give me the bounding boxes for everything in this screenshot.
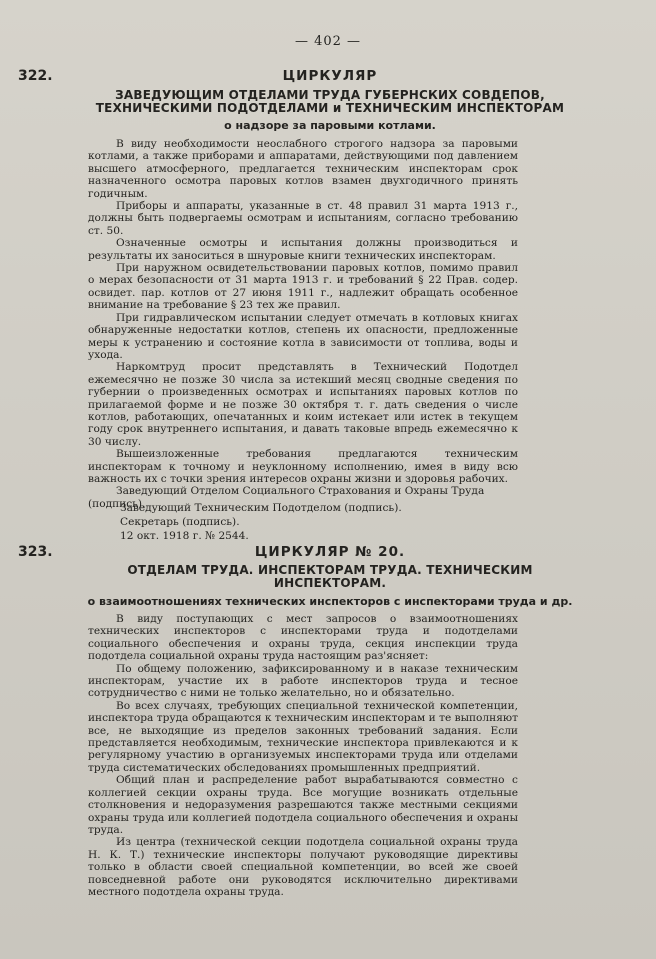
paragraph: Во всех случаях, требующих специальной технической компетенции, инспектора труда обращаются к техническим инспекторам и те выполняют все, не выходящие из пределов законных требований задания. Если представляется необходимым, технические инспектора привлекаются и к регулярному участию в организуемых инспекторами труда или отделами труда систематических обследованиях промышленных предприятий. bbox=[88, 699, 518, 774]
document-number-322: 322. bbox=[18, 68, 53, 84]
page-number: — 402 — bbox=[294, 34, 362, 49]
paragraph: По общему положению, зафиксированному и в наказе техническим инспекторам, участие их в работе инспекторов труда и тесное сотрудничество с ними не только желательно, но и обязательно. bbox=[88, 662, 518, 700]
signature-secretary: Секретарь (подпись). bbox=[120, 516, 240, 528]
paragraph: В виду поступающих с мест запросов о взаимоотношениях технических инспекторов с инспекторами труда и подотделами социального обеспечения и охраны труда, секция инспекции труда подотдела социальной охраны труда настоящим раз'ясняет: bbox=[88, 613, 518, 663]
subject-322: о надзоре за паровыми котлами. bbox=[224, 119, 436, 132]
signature-line: (подпись). bbox=[88, 497, 146, 510]
addressee-line: ТЕХНИЧЕСКИМИ ПОДОТДЕЛАМИ и ТЕХНИЧЕСКИМ ИНСПЕКТОРАМ bbox=[95, 101, 565, 115]
body-323 bbox=[88, 613, 518, 898]
paragraph: Вышеизложенные требования предлагаются техническим инспекторам к точному и неуклонному исполнению, имея в виду всю важность их с точки зрения интересов охраны жизни и здоровья рабочих. bbox=[88, 448, 518, 485]
subject-323: о взаимоотношениях технических инспекторов с инспекторами труда и др. bbox=[87, 595, 573, 608]
circular-title-323: ЦИРКУЛЯР № 20. bbox=[254, 544, 406, 560]
paragraph: Наркомтруд просит представлять в Технический Подотдел ежемесячно не позже 30 числа за истекший месяц сводные сведения по губернии о произведенных осмотрах и испытаниях паровых котлов по прилагаемой форме и не позже 30 октября т. г. дать сведения о числе котлов, работающих, опечатанных и коим истекает или истек в текущем году срок внутреннего испытания, и давать таковые впредь ежемесячно к 30 числу. bbox=[88, 361, 518, 448]
paragraph: В виду необходимости неослабного строгого надзора за паровыми котлами, а также приборами и аппаратами, действующими под давлением высшего атмосферного, предлагается техническим инспекторам срок назначенного осмотра паровых котлов взамен двухгодичного принять годичным. bbox=[88, 138, 518, 200]
paragraph: Из центра (технической секции подотдела социальной охраны труда Н. К. Т.) технические инспекторы получают руководящие директивы только в области своей специальной компетенции, во всей же своей повседневной работе они руководятся исключительно директивами местного подотдела охраны труда. bbox=[88, 836, 518, 898]
addressee-line: ЗАВЕДУЮЩИМ ОТДЕЛАМИ ТРУДА ГУБЕРНСКИХ СОВДЕПОВ, bbox=[115, 88, 545, 102]
paragraph: При гидравлическом испытании следует отмечать в котловых книгах обнаруженные недостатки котлов, степень их опасности, предложенные меры к устранению и состояние котла в зависимости от топлива, воды и ухода. bbox=[88, 311, 518, 361]
circular-title-322: ЦИРКУЛЯР bbox=[282, 68, 378, 84]
document-number-323: 323. bbox=[18, 544, 53, 560]
document-date: 12 окт. 1918 г. № 2544. bbox=[120, 530, 249, 542]
addressee-line: ИНСПЕКТОРАМ. bbox=[273, 576, 387, 590]
addressee-323 bbox=[60, 564, 600, 590]
paragraph: Приборы и аппараты, указанные в ст. 48 правил 31 марта 1913 г., должны быть подвергаемы осмотрам и испытаниям, согласно требованию ст. 50. bbox=[88, 200, 518, 237]
signature-line: Заведующий Отделом Социального Страхования и Охраны Труда bbox=[116, 485, 485, 498]
paragraph: Означенные осмотры и испытания должны производиться и результаты их заноситься в шнуровые книги технических инспекторам. bbox=[88, 237, 518, 262]
addressee-322 bbox=[60, 89, 600, 115]
paragraph: При наружном освидетельствовании паровых котлов, помимо правил о мерах безопасности от 31 марта 1913 г. и требований § 22 Прав. содер. освидет. пар. котлов от 27 июня 1911 г., надлежит обращать особенное внимание на требование § 23 тех же правил. bbox=[88, 262, 518, 312]
addressee-line: ОТДЕЛАМ ТРУДА. ИНСПЕКТОРАМ ТРУДА. ТЕХНИЧЕСКИМ bbox=[127, 563, 533, 577]
signature-technical-subdepartment: Заведующий Техническим Подотделом (подпись). bbox=[120, 502, 402, 514]
body-322 bbox=[88, 138, 518, 510]
paragraph: Общий план и распределение работ вырабатываются совместно с коллегией секции охраны труда. Все могущие возникать отдельные столкновения и недоразумения разрешаются также местными секциями охраны труда или коллегией подотдела социального обеспечения и охраны труда. bbox=[88, 774, 518, 836]
